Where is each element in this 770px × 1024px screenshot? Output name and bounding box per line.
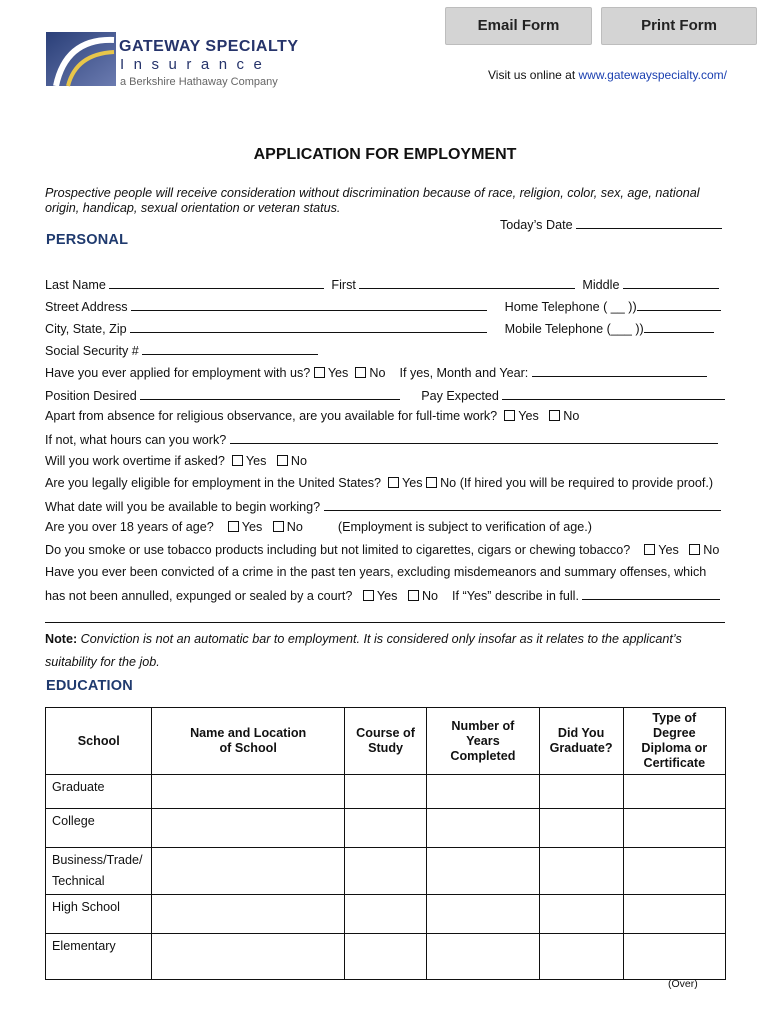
- hours-field[interactable]: [230, 431, 718, 444]
- position-row: [45, 387, 725, 403]
- overtime-row: [45, 454, 307, 468]
- col-school: School: [46, 708, 152, 775]
- table-cell[interactable]: [152, 809, 344, 848]
- crime-yes-label: Yes: [376, 589, 398, 603]
- table-cell[interactable]: [623, 934, 725, 980]
- table-cell[interactable]: [623, 848, 725, 895]
- table-cell[interactable]: [152, 934, 344, 980]
- first-name-label: First: [331, 278, 356, 292]
- first-name-field[interactable]: [359, 276, 575, 289]
- over18-yes-checkbox[interactable]: [228, 521, 239, 532]
- email-form-button[interactable]: Email Form: [445, 7, 592, 45]
- smoke-no-checkbox[interactable]: [689, 544, 700, 555]
- over18-question: Are you over 18 years of age?: [45, 520, 214, 534]
- city-field[interactable]: [130, 320, 487, 333]
- street-label: Street Address: [45, 300, 128, 314]
- over18-note: (Employment is subject to verification of age.): [337, 520, 592, 534]
- table-cell[interactable]: [539, 775, 623, 809]
- logo-line-2: Insurance: [120, 56, 272, 73]
- fulltime-no-checkbox[interactable]: [549, 410, 560, 421]
- middle-name-label: Middle: [582, 278, 620, 292]
- applied-when-label: If yes, Month and Year:: [399, 366, 529, 380]
- hours-question: If not, what hours can you work?: [45, 433, 227, 447]
- row-label-graduate: Graduate: [46, 775, 152, 809]
- logo-line-1: GATEWAY SPECIALTY: [119, 38, 299, 55]
- table-cell[interactable]: [427, 895, 539, 934]
- table-cell[interactable]: [623, 775, 725, 809]
- last-name-field[interactable]: [109, 276, 324, 289]
- overtime-yes-label: Yes: [245, 454, 267, 468]
- crime-describe-label: If “Yes” describe in full.: [452, 589, 579, 603]
- row-label-elementary: Elementary: [46, 934, 152, 980]
- eligible-no-label: No: [440, 476, 457, 490]
- over18-no-checkbox[interactable]: [273, 521, 284, 532]
- begin-field[interactable]: [324, 498, 721, 511]
- over18-yes-label: Yes: [241, 520, 263, 534]
- crime-row-1: [45, 565, 706, 579]
- position-label: Position Desired: [45, 389, 137, 403]
- table-cell[interactable]: [344, 848, 426, 895]
- table-cell[interactable]: [539, 848, 623, 895]
- ssn-field[interactable]: [142, 342, 318, 355]
- crime-question-1: Have you ever been convicted of a crime in the past ten years, excluding misdemeanors and summary offenses, which: [45, 565, 707, 579]
- city-label: City, State, Zip: [45, 322, 127, 336]
- table-cell[interactable]: [344, 809, 426, 848]
- eligible-no-checkbox[interactable]: [426, 477, 437, 488]
- todays-date-label: Today’s Date: [500, 218, 573, 232]
- applied-when-field[interactable]: [532, 364, 707, 377]
- fulltime-yes-checkbox[interactable]: [504, 410, 515, 421]
- home-tel-label: Home Telephone ( __ ): [504, 300, 633, 314]
- smoke-yes-checkbox[interactable]: [644, 544, 655, 555]
- row-label-college: College: [46, 809, 152, 848]
- eligible-question: Are you legally eligible for employment in the United States?: [45, 476, 382, 490]
- row-label-business-trade: Business/Trade/ Technical: [46, 848, 152, 895]
- over18-row: [45, 520, 592, 534]
- hours-row: [45, 431, 718, 447]
- crime-yes-checkbox[interactable]: [363, 590, 374, 601]
- table-cell[interactable]: [539, 895, 623, 934]
- table-cell[interactable]: [427, 848, 539, 895]
- eligible-row: [45, 476, 713, 490]
- note-row: [45, 632, 682, 646]
- col-degree: Type of Degree Diploma or Certificate: [623, 708, 725, 775]
- table-cell[interactable]: [344, 934, 426, 980]
- fulltime-no-label: No: [563, 409, 580, 423]
- note-text: Conviction is not an automatic bar to employment. It is considered only insofar as it relates to the applicant’s: [77, 632, 682, 646]
- table-cell[interactable]: [427, 775, 539, 809]
- mobile-tel-label: Mobile Telephone (___ ): [504, 322, 640, 336]
- crime-question-2: has not been annulled, expunged or sealed by a court?: [45, 589, 353, 603]
- position-field[interactable]: [140, 387, 400, 400]
- middle-name-field[interactable]: [623, 276, 719, 289]
- eligible-note: (If hired you will be required to provide proof.): [459, 476, 714, 490]
- over-label: (Over): [668, 978, 698, 990]
- crime-row-2: [45, 587, 720, 603]
- note-text-2: suitability for the job.: [45, 655, 160, 669]
- city-row: City, State, Zip Mobile Telephone (___ )): [45, 320, 714, 336]
- eligible-yes-label: Yes: [402, 476, 423, 490]
- overtime-question: Will you work overtime if asked?: [45, 454, 225, 468]
- street-row: Street Address Home Telephone ( __ )): [45, 298, 721, 314]
- col-graduate: Did You Graduate?: [539, 708, 623, 775]
- col-name-location: Name and Location of School: [152, 708, 344, 775]
- table-row: [46, 934, 726, 980]
- ssn-row: [45, 342, 318, 358]
- smoke-row: [45, 543, 719, 557]
- applied-yes-checkbox[interactable]: [314, 367, 325, 378]
- logo-emblem-icon: [46, 30, 116, 88]
- table-row: [46, 895, 726, 934]
- logo-line-3: a Berkshire Hathaway Company: [120, 76, 278, 88]
- applied-no-label: No: [369, 366, 386, 380]
- website-link[interactable]: www.gatewayspecialty.com/: [578, 68, 727, 82]
- visit-label: Visit us online at: [488, 68, 579, 82]
- crime-describe-field[interactable]: [582, 587, 720, 600]
- col-course: Course of Study: [344, 708, 426, 775]
- fulltime-row: [45, 409, 579, 423]
- table-cell[interactable]: [152, 895, 344, 934]
- table-cell[interactable]: [344, 775, 426, 809]
- applied-row: [45, 364, 707, 380]
- todays-date-row: [500, 216, 722, 232]
- table-row: [46, 848, 726, 895]
- table-cell[interactable]: [152, 775, 344, 809]
- last-name-label: Last Name: [45, 278, 106, 292]
- mobile-tel-field[interactable]: [644, 320, 714, 333]
- education-heading: EDUCATION: [46, 678, 133, 694]
- eligible-yes-checkbox[interactable]: [388, 477, 399, 488]
- crime-no-label: No: [421, 589, 439, 603]
- print-form-button[interactable]: Print Form: [601, 7, 757, 45]
- table-cell[interactable]: [539, 934, 623, 980]
- overtime-no-checkbox[interactable]: [277, 455, 288, 466]
- crime-describe-line[interactable]: [45, 622, 725, 623]
- page-title: APPLICATION FOR EMPLOYMENT: [253, 146, 517, 163]
- company-logo: [46, 30, 306, 90]
- name-row: [45, 276, 719, 292]
- crime-no-checkbox[interactable]: [408, 590, 419, 601]
- begin-row: [45, 498, 721, 514]
- smoke-yes-label: Yes: [658, 543, 679, 557]
- table-cell[interactable]: [623, 809, 725, 848]
- over18-no-label: No: [286, 520, 303, 534]
- table-cell[interactable]: [623, 895, 725, 934]
- pay-field[interactable]: [502, 387, 725, 400]
- intro-text: Prospective people will receive consideration without discrimination because of race, religion, color, sex, age, national origin, handicap, sexual orientation or veteran status.: [45, 186, 700, 215]
- fulltime-question: Apart from absence for religious observance, are you available for full-time work?: [45, 409, 498, 423]
- pay-label: Pay Expected: [421, 389, 499, 403]
- personal-heading: PERSONAL: [46, 232, 129, 248]
- row-label-high-school: High School: [46, 895, 152, 934]
- todays-date-field[interactable]: [576, 216, 722, 229]
- table-cell[interactable]: [539, 809, 623, 848]
- table-cell[interactable]: [152, 848, 344, 895]
- applied-question: Have you ever applied for employment with us?: [45, 366, 311, 380]
- education-table: [45, 707, 726, 980]
- table-cell[interactable]: [344, 895, 426, 934]
- applied-yes-label: Yes: [327, 366, 349, 380]
- table-row: [46, 809, 726, 848]
- begin-question: What date will you be available to begin working?: [45, 500, 321, 514]
- applied-no-checkbox[interactable]: [355, 367, 366, 378]
- overtime-yes-checkbox[interactable]: [232, 455, 243, 466]
- table-cell[interactable]: [427, 934, 539, 980]
- street-field[interactable]: [131, 298, 487, 311]
- table-cell[interactable]: [427, 809, 539, 848]
- visit-us-text: [488, 68, 727, 82]
- fulltime-yes-label: Yes: [518, 409, 539, 423]
- overtime-no-label: No: [290, 454, 308, 468]
- smoke-question: Do you smoke or use tobacco products including but not limited to cigarettes, cigars or chewing tobacco?: [45, 543, 631, 557]
- table-row: [46, 775, 726, 809]
- home-tel-field[interactable]: [637, 298, 721, 311]
- note-label: Note:: [45, 632, 78, 646]
- ssn-label: Social Security #: [45, 344, 139, 358]
- smoke-no-label: No: [703, 543, 720, 557]
- col-years: Number of Years Completed: [427, 708, 539, 775]
- education-header-row: [46, 708, 726, 775]
